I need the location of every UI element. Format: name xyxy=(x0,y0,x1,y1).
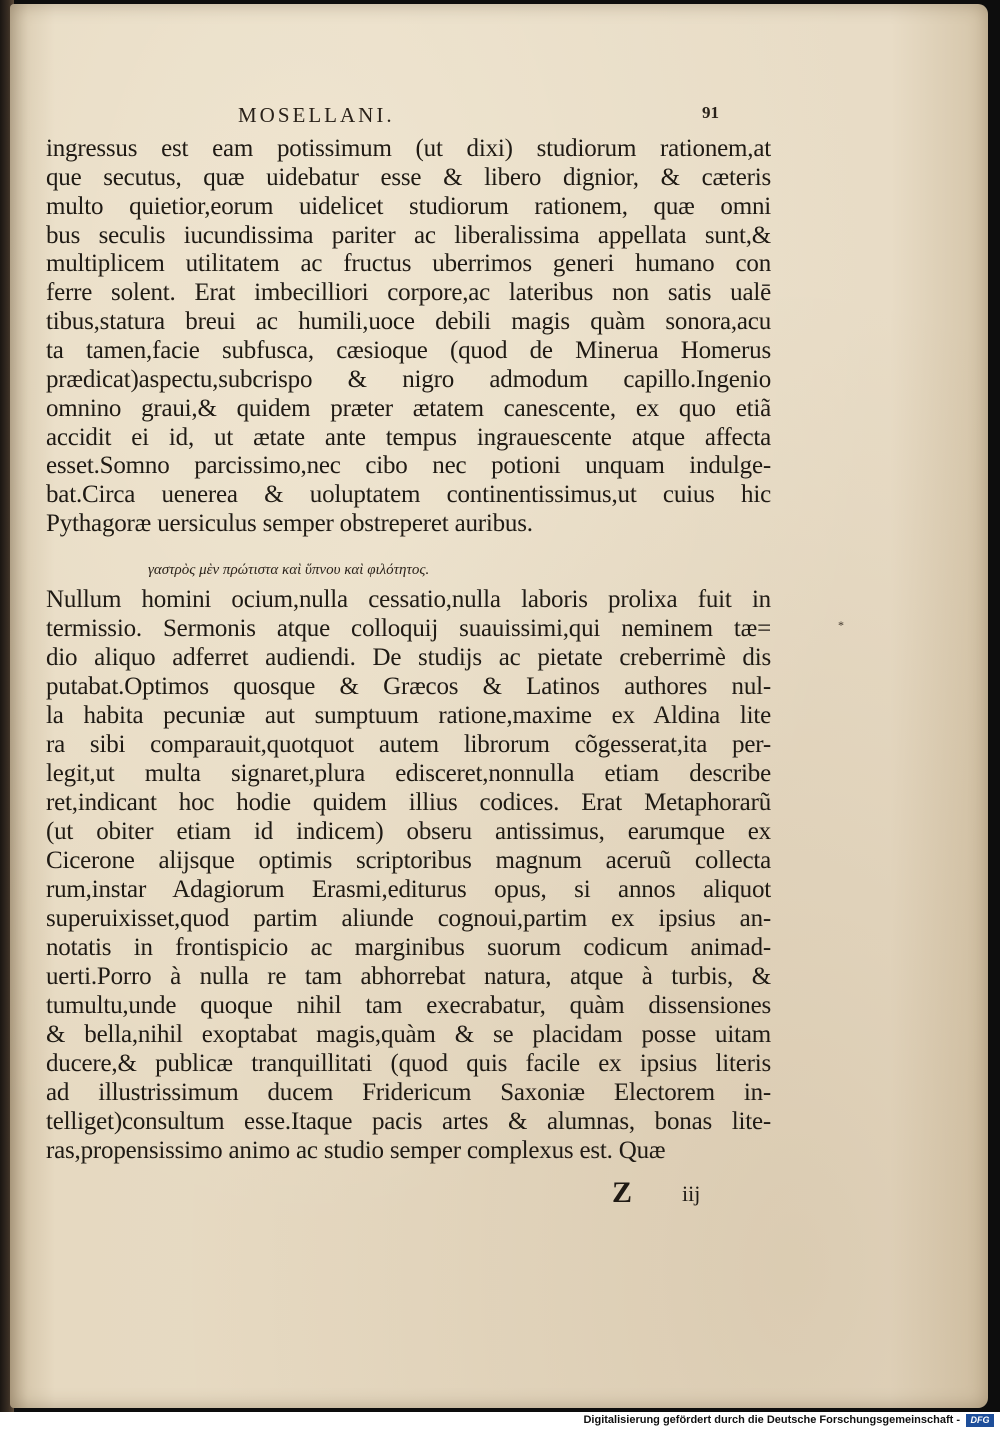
text-line: ducere,& publicæ tranquillitati (quod quis facile ex ipsius literis xyxy=(46,1050,771,1077)
text-line: esset.Somno parcissimo,nec cibo nec potioni unquam indulge- xyxy=(46,452,771,480)
text-line: la habita pecuniæ aut sumptuum ratione,maxime ex Aldina lite xyxy=(46,702,771,729)
text-line: ret,indicant hoc hodie quidem illius codices. Erat Metaphorarũ xyxy=(46,789,771,816)
text-line: dio aliquo adferret audiendi. De studijs ac pietate creberrimè dis xyxy=(46,644,771,671)
greek-verse: γαστρὸς μὲν πρώτιστα καὶ ὕπνου καὶ φιλότητος. xyxy=(148,562,430,578)
text-line: ra sibi comparauit,quotquot autem librorum cõgesserat,ita per- xyxy=(46,731,771,758)
footer-credit-text: Digitalisierung gefördert durch die Deutsche Forschungsgemeinschaft - xyxy=(583,1414,960,1426)
signature-mark: Z xyxy=(612,1176,633,1209)
text-line: tibus,statura breui ac humili,uoce debili magis quàm sonora,acu xyxy=(46,308,771,336)
signature-numeral: iij xyxy=(682,1181,701,1206)
text-line: uerti.Porro à nulla re tam abhorrebat natura, atque à turbis, & xyxy=(46,963,771,990)
text-line: ras,propensissimo animo ac studio semper complexus est. Quæ xyxy=(46,1137,666,1164)
margin-mark: * xyxy=(838,618,844,632)
text-line: rum,instar Adagiorum Erasmi,editurus opus, si annos aliquot xyxy=(46,876,771,903)
running-head: MOSELLANI. xyxy=(238,103,395,127)
text-line: ta tamen,facie subfusca, cæsioque (quod de Minerua Homerus xyxy=(46,336,771,364)
text-line: putabat.Optimos quosque & Græcos & Latinos authores nul- xyxy=(46,673,771,700)
text-line: multiplicem utilitatem ac fructus uberrimos generi humano con xyxy=(46,250,771,278)
page-number: 91 xyxy=(702,103,719,122)
text-line: superuixisset,quod partim aliunde cognoui,partim ex ipsius an- xyxy=(46,905,771,932)
text-line: bat.Circa uenerea & uoluptatem continentissimus,ut cuius hic xyxy=(46,481,771,509)
text-line: termissio. Sermonis atque colloquij suauissimi,qui neminem tæ= xyxy=(46,615,771,642)
footer-bar xyxy=(0,1412,1000,1430)
text-line: ad illustrissimum ducem Fridericum Saxoniæ Electorem in- xyxy=(46,1079,771,1106)
text-line: notatis in frontispicio ac marginibus suorum codicum animad- xyxy=(46,934,771,961)
text-line: & bella,nihil exoptabat magis,quàm & se placidam posse uitam xyxy=(46,1021,771,1048)
text-line: legit,ut multa signaret,plura edisceret,nonnulla etiam describe xyxy=(46,760,771,787)
text-line: Cicerone alijsque optimis scriptoribus magnum aceruũ collecta xyxy=(46,847,771,874)
text-line: telliget)consultum esse.Itaque pacis artes & alumnas, bonas lite- xyxy=(46,1108,771,1135)
text-line: prædicat)aspectu,subcrispo & nigro admodum capillo.Ingenio xyxy=(46,365,771,393)
text-line: ferre solent. Erat imbecilliori corpore,ac lateribus non satis ualē xyxy=(46,279,771,307)
text-line: tumultu,unde quoque nihil tam execrabatur, quàm dissensiones xyxy=(46,992,771,1019)
text-line: multo quietior,eorum uidelicet studiorum rationem, quæ omni xyxy=(46,192,771,220)
text-line: accidit ei id, ut ætate ante tempus ingrauescente atque affecta xyxy=(46,423,771,451)
paper-page xyxy=(10,4,988,1408)
text-line: (ut obiter etiam id indicem) obseru antissimus, earumque ex xyxy=(46,818,771,845)
dfg-logo: DFG xyxy=(966,1414,994,1427)
text-line: ingressus est eam potissimum (ut dixi) studiorum rationem,at xyxy=(46,135,771,162)
text-line: Pythagoræ uersiculus semper obstreperet auribus. xyxy=(46,510,533,538)
text-line: omnino graui,& quidem præter ætatem canescente, ex quo etiã xyxy=(46,394,771,422)
text-line: bus seculis iucundissima pariter ac liberalissima appellata sunt,& xyxy=(46,221,771,249)
text-line: Nullum homini ocium,nulla cessatio,nulla laboris prolixa fuit in xyxy=(46,586,771,613)
text-line: que secutus, quæ uidebatur esse & libero dignior, & cæteris xyxy=(46,163,771,191)
